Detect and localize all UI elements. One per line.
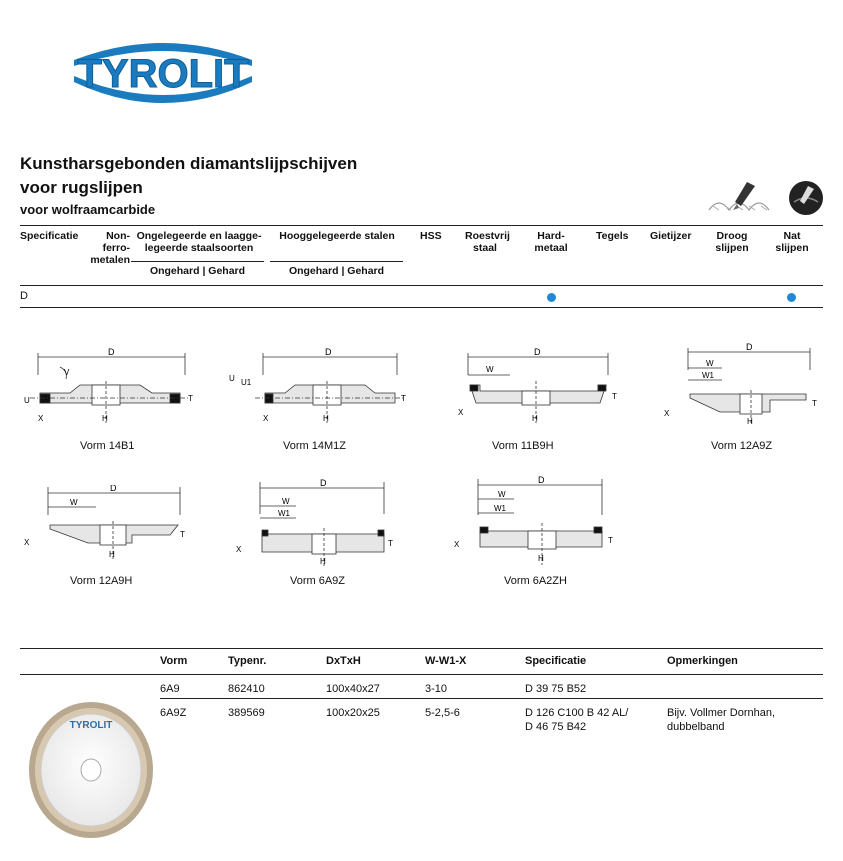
col-specificatie: Specificatie xyxy=(20,230,79,242)
svg-text:W1: W1 xyxy=(702,371,714,380)
svg-text:T: T xyxy=(608,536,613,545)
col-high-alloy-sub: Ongehard | Gehard xyxy=(288,265,385,277)
col-hardmetaal: Hard- metaal xyxy=(534,230,568,254)
diagram-caption: Vorm 12A9Z xyxy=(711,440,773,452)
svg-text:H: H xyxy=(102,414,108,423)
svg-text:T: T xyxy=(401,394,406,403)
diagram-caption: Vorm 14M1Z xyxy=(283,440,346,452)
diagram-caption: Vorm 12A9H xyxy=(70,575,133,587)
svg-text:H: H xyxy=(538,554,544,563)
svg-text:X: X xyxy=(458,408,464,417)
diagram-caption: Vorm 11B9H xyxy=(492,440,554,452)
diagram-14b1 xyxy=(20,345,200,435)
table-row-2-w: 5-2,5-6 xyxy=(425,707,460,719)
tyrolit-logo xyxy=(68,32,258,104)
svg-text:W: W xyxy=(498,490,506,499)
svg-text:V: V xyxy=(64,368,70,377)
col-low-alloy-sub: Ongehard | Gehard xyxy=(149,265,246,277)
svg-text:X: X xyxy=(664,409,670,418)
table-row-1-spec: D 39 75 B52 xyxy=(525,683,587,695)
product-table-top-rule xyxy=(20,648,823,649)
table-row-2-vorm: 6A9Z xyxy=(160,707,187,719)
svg-text:TYROLIT: TYROLIT xyxy=(77,52,249,96)
svg-text:W: W xyxy=(282,497,290,506)
diagram-caption: Vorm 14B1 xyxy=(80,440,135,452)
diagram-11b9h xyxy=(450,345,630,435)
col-vorm: Vorm xyxy=(160,655,188,667)
svg-text:T: T xyxy=(188,394,193,403)
diagram-caption: Vorm 6A9Z xyxy=(290,575,346,587)
svg-text:X: X xyxy=(38,414,44,423)
col-tegels: Tegels xyxy=(596,230,629,242)
col-droog-slijpen: Droog slijpen xyxy=(715,230,749,254)
svg-text:W: W xyxy=(70,498,78,507)
svg-text:H: H xyxy=(747,417,753,426)
col-w-w1-x: W-W1-X xyxy=(425,655,467,667)
col-gietijzer: Gietijzer xyxy=(650,230,692,242)
svg-text:X: X xyxy=(24,538,30,547)
svg-text:D: D xyxy=(110,485,117,493)
table-header-rule xyxy=(20,285,823,286)
svg-text:U: U xyxy=(229,374,235,383)
diagram-6a9z xyxy=(232,478,412,568)
svg-text:D: D xyxy=(320,478,327,488)
dry-grinding-icon xyxy=(707,180,777,216)
svg-text:W1: W1 xyxy=(494,504,506,513)
svg-text:D: D xyxy=(746,342,753,352)
page-subtitle: voor wolfraamcarbide xyxy=(20,202,156,217)
table-row-divider xyxy=(160,698,823,699)
svg-text:T: T xyxy=(812,399,817,408)
col-opmerkingen: Opmerkingen xyxy=(667,655,738,667)
svg-text:D: D xyxy=(325,347,332,357)
table-row-2-dxtxh: 100x20x25 xyxy=(326,707,380,719)
svg-text:W1: W1 xyxy=(278,509,290,518)
svg-text:D: D xyxy=(538,475,545,485)
row-spec-value: D xyxy=(20,290,28,302)
diagram-6a2zh xyxy=(450,475,630,570)
table-bottom-rule xyxy=(20,307,823,308)
wet-grinding-icon xyxy=(788,180,824,216)
table-row-2-remarks: Bijv. Vollmer Dornhan, dubbelband xyxy=(667,707,776,733)
col-nonferro: Non- ferro- metalen xyxy=(90,230,130,266)
table-row-1-dxtxh: 100x40x27 xyxy=(326,683,380,695)
col-typenr: Typenr. xyxy=(228,655,267,667)
product-table-header-rule xyxy=(20,674,823,675)
svg-text:H: H xyxy=(320,557,326,566)
svg-text:U1: U1 xyxy=(241,378,252,387)
svg-text:X: X xyxy=(454,540,460,549)
svg-text:H: H xyxy=(323,414,329,423)
table-row-1-w: 3-10 xyxy=(425,683,448,695)
svg-text:D: D xyxy=(534,347,541,357)
col-nat-slijpen: Nat slijpen xyxy=(775,230,809,254)
diagram-12a9z xyxy=(660,340,830,430)
col-specificatie: Specificatie xyxy=(525,655,587,667)
svg-text:T: T xyxy=(612,392,617,401)
svg-text:H: H xyxy=(109,550,115,559)
svg-text:W: W xyxy=(706,359,714,368)
table-row-1-vorm: 6A9 xyxy=(160,683,180,695)
col-dxtxh: DxTxH xyxy=(326,655,361,667)
product-wheel-image xyxy=(26,696,156,841)
table-top-rule xyxy=(20,225,823,226)
svg-text:X: X xyxy=(263,414,269,423)
svg-text:T: T xyxy=(180,530,185,539)
col-roestvrij: Roestvrij staal xyxy=(465,230,510,254)
svg-text:U: U xyxy=(24,396,30,405)
svg-text:T: T xyxy=(388,539,393,548)
svg-text:H: H xyxy=(532,414,538,423)
svg-text:W: W xyxy=(486,365,494,374)
diagram-14m1z xyxy=(225,345,415,435)
high-alloy-divider xyxy=(270,261,403,262)
suitable-hardmetaal-dot xyxy=(547,293,556,302)
page-title-line2: voor rugslijpen xyxy=(20,178,143,197)
svg-text:X: X xyxy=(236,545,242,554)
suitable-nat-slijpen-dot xyxy=(787,293,796,302)
col-low-alloy: Ongelegeerde en laagge- legeerde staalsoorten xyxy=(136,230,262,254)
col-hss: HSS xyxy=(420,230,442,242)
page-title: Kunstharsgebonden diamantslijpschijven xyxy=(20,154,358,173)
table-row-1-typenr: 862410 xyxy=(228,683,265,695)
svg-text:TYROLIT: TYROLIT xyxy=(69,720,113,731)
table-row-2-spec: D 126 C100 B 42 AL/ D 46 75 B42 xyxy=(525,707,629,733)
diagram-12a9h xyxy=(20,485,200,570)
table-row-2-typenr: 389569 xyxy=(228,707,265,719)
svg-text:D: D xyxy=(108,347,115,357)
diagram-caption: Vorm 6A2ZH xyxy=(504,575,567,587)
col-high-alloy: Hooggelegeerde stalen xyxy=(279,230,395,242)
low-alloy-divider xyxy=(131,261,264,262)
